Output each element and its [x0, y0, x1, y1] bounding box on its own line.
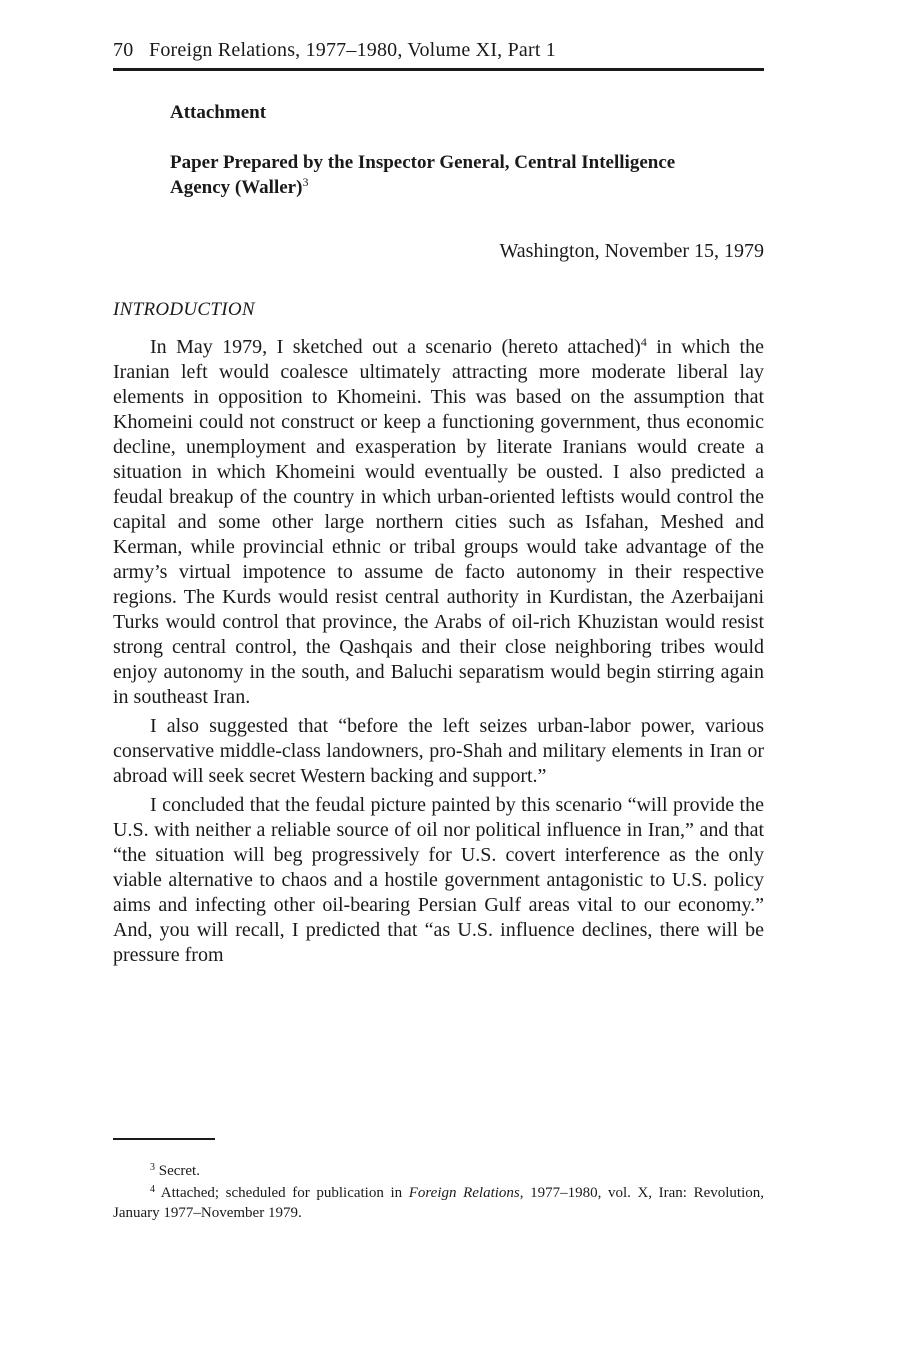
document-title — [170, 150, 730, 200]
section-heading: INTRODUCTION — [113, 299, 255, 320]
body-text — [113, 335, 764, 972]
header-rule — [113, 68, 764, 71]
footnote-ref-4[interactable]: 4 — [640, 335, 647, 349]
footnotes — [113, 1161, 764, 1225]
attachment-label: Attachment — [170, 102, 267, 123]
footnote-3-text: Secret. — [155, 1163, 200, 1179]
footnote-4-marker: 4 — [150, 1184, 155, 1195]
running-head — [113, 36, 764, 64]
page-number: 70 — [113, 39, 134, 61]
footnote-4 — [113, 1183, 764, 1223]
footnote-4-text-b: , 1977–1980, vol. X, Iran: Revolution, January 1977–November 1979. — [113, 1185, 764, 1221]
paragraph-2: I also suggested that “before the left seizes urban-labor power, various conservative middle-class landowners, pro-Shah and military elements in Iran or abroad will seek secret Western backing and support.” — [113, 715, 764, 787]
footnote-3-marker: 3 — [150, 1162, 155, 1173]
series-title: Foreign Relations, 1977–1980, Volume XI, Part 1 — [149, 39, 556, 61]
paragraph-1-rest: in which the Iranian left would coalesce ultimately attracting more moderate liberal lay elements in opposition to Khomeini. This was based on the assumption that Khomeini could not construct or keep a functioning government, thus economic decline, unemployment and exasperation by literate Iranians would create a situation in which Khomeini would eventually be ousted. I also predicted a feudal breakup of the country in which urban-oriented leftists would control the capital and some other large northern cities such as Isfahan, Meshed and Kerman, while provincial ethnic or tribal groups would take advantage of the army’s virtual impotence to assume de facto autonomy in their respective regions. The Kurds would resist central authority in Kurdistan, the Azerbaijani Turks would control that province, the Arabs of oil-rich Khuzistan would resist strong central control, the Qashqais and their close neighboring tribes would enjoy autonomy in the south, and Baluchi separatism would begin stirring again in southeast Iran. — [113, 336, 764, 708]
footnote-rule — [113, 1138, 215, 1140]
title-footnote-ref[interactable]: 3 — [302, 175, 309, 189]
paragraph-3: I concluded that the feudal picture painted by this scenario “will provide the U.S. with neither a reliable source of oil nor political influence in Iran,” and that “the situation will beg progressively for U.S. covert interference as the only viable alternative to chaos and a hostile government antagonistic to U.S. policy aims and infecting other oil-bearing Persian Gulf areas vital to our economy.” And, you will recall, I predicted that “as U.S. influence declines, there will be pressure from — [113, 794, 764, 966]
dateline: Washington, November 15, 1979 — [499, 240, 764, 262]
paragraph-1-start: In May 1979, I sketched out a scenario (hereto attached) — [150, 336, 641, 358]
paragraph-1 — [113, 335, 764, 710]
footnote-4-text-a: Attached; scheduled for publication in — [155, 1185, 409, 1201]
document-title-text: Paper Prepared by the Inspector General, Central Intelligence Agency (Waller) — [170, 152, 676, 198]
footnote-3 — [113, 1161, 764, 1181]
footnote-4-italic: Foreign Relations — [408, 1185, 520, 1201]
